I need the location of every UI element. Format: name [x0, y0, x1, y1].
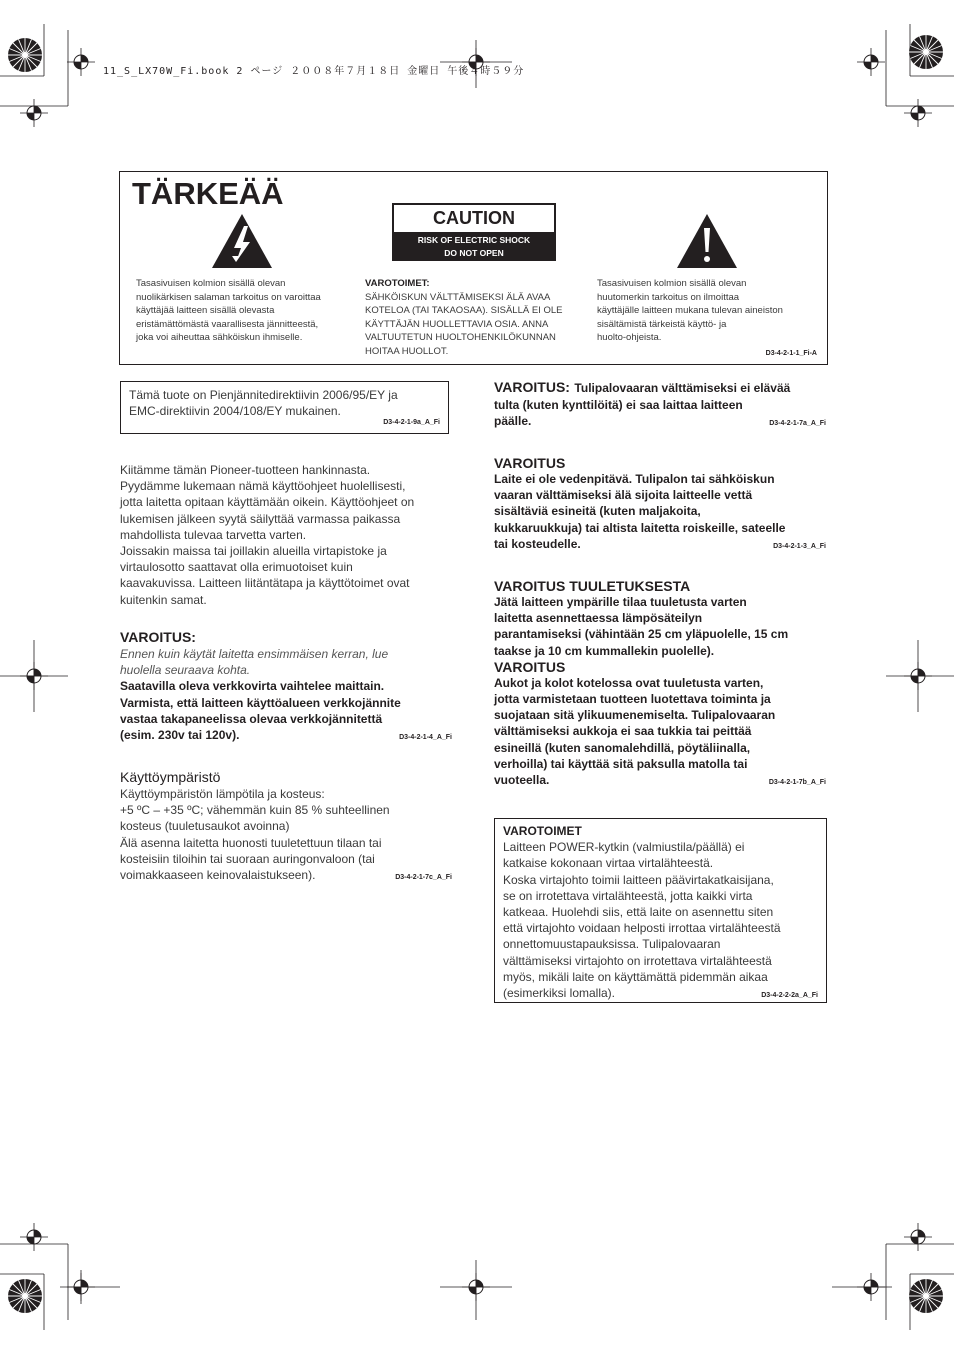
text-line: onnettomuustapauksissa. Tulipalovaaran: [503, 937, 721, 952]
text-line: vastaa takapaneelissa olevaa verkkojännitettä: [120, 711, 383, 726]
text-line: HOITAA HUOLLOT.: [365, 345, 449, 357]
caution-subtext-line: RISK OF ELECTRIC SHOCK: [417, 235, 531, 245]
text-line: Varmista, että laitteen käyttöalueen verkkojännite: [120, 695, 401, 710]
text-line: huolto-ohjeista.: [597, 332, 662, 344]
caution-word: CAUTION: [433, 208, 515, 228]
document-code: D3-4-2-1-7b_A_Fi: [768, 779, 826, 787]
section-heading: VAROITUS TUULETUKSESTA: [494, 578, 691, 594]
document-code: D3-4-2-1-7c_A_Fi: [395, 874, 452, 882]
text-line: mahdollista tulevaa tarvetta varten.: [120, 527, 307, 542]
voltage-warning-section: [120, 629, 452, 743]
lightning-explanation: [136, 277, 366, 345]
text-line: laitetta asennettaessa lämpösäteilyn: [494, 611, 703, 626]
text-line: +5 ºC – +35 ºC; vähemmän kuin 85 % suhteellinen: [120, 803, 390, 818]
text-line: kukkaruukkuja) tai altista laitetta roiskeille, sateelle: [494, 520, 786, 535]
text-line: katkeaa. Huolehdi siis, että laite on asennettu siten: [503, 905, 774, 920]
text-line: jotta varmistetaan tuotteen luotettava toiminta ja: [494, 692, 771, 707]
text-line: virtaulosotto saattavat olla erimuotoiset kuin: [120, 560, 353, 575]
text-line: (esimerkiksi lomalla).: [503, 986, 616, 1001]
caution-subtext-line: DO NOT OPEN: [444, 248, 504, 258]
directive-box: [120, 381, 449, 434]
text-line: päälle.: [494, 414, 532, 429]
text-line: (esim. 230v tai 120v).: [120, 728, 240, 743]
text-line: Ennen kuin käytät laitetta ensimmäisen kerran, lue: [120, 647, 389, 661]
text-line: KÄYTTÄJÄN HUOLLETTAVIA OSIA. ANNA: [365, 318, 549, 330]
text-line: joka voi aiheuttaa sähköiskun ihmiselle.: [136, 332, 303, 344]
section-heading: VAROITUS: [494, 455, 566, 471]
text-line: että virtajohto voidaan helposti irrottaa virtalähteestä: [503, 921, 781, 936]
text-line: huolella seuraava kohta.: [120, 663, 251, 678]
text-line: Laite ei ole vedenpitävä. Tulipalon tai sähköiskun: [494, 472, 775, 486]
page-title: TÄRKEÄÄ: [132, 176, 284, 211]
text-line: välttämiseksi virtajohto on irrotettava virtalähteestä: [503, 953, 772, 968]
text-line: vaaran välttämiseksi älä sijoita laitteelle vettä: [494, 488, 753, 503]
text-line: SÄHKÖISKUN VÄLTTÄMISEKSI ÄLÄ AVAA: [365, 291, 551, 303]
text-line: kosteisiin tiloihin tai suoraan auringonvaloon (tai: [120, 851, 375, 866]
important-notice-box: [119, 171, 828, 365]
text-line: käyttäjää laitteen sisällä olevasta: [136, 305, 275, 317]
text-line: EMC-direktiivin 2004/108/EY mukainen.: [129, 404, 341, 419]
text-line: Tulipalovaaran välttämiseksi ei elävää: [574, 381, 791, 395]
document-code: D3-4-2-1-7a_A_Fi: [769, 420, 826, 428]
section-heading: VAROITUS:: [494, 379, 570, 395]
caution-subtext: [394, 232, 554, 261]
caution-explanation-heading: VAROTOIMET:: [365, 278, 430, 289]
text-line: esineillä (kuten sanomalehdillä, pöytäliinalla,: [494, 740, 751, 755]
text-line: Pyydämme lukemaan nämä käyttöohjeet huolellisesti,: [120, 479, 406, 494]
text-line: Tämä tuote on Pienjännitedirektiivin 2006/95/EY ja: [129, 388, 398, 402]
text-line: Aukot ja kolot kotelossa ovat tuuletusta varten,: [494, 675, 764, 690]
fire-warning-section: [494, 379, 826, 429]
text-line: sisältämistä tärkeistä käyttö- ja: [597, 318, 727, 330]
text-line: Kiitämme tämän Pioneer-tuotteen hankinnasta.: [120, 463, 371, 477]
text-line: jotta laitetta opitaan käyttämään oikein. Käyttöohjeet on: [120, 495, 415, 510]
document-code: D3-4-2-2-2a_A_Fi: [761, 992, 818, 1000]
text-line: lukemisen jälkeen syytä säilyttää varmassa paikassa: [120, 511, 401, 526]
environment-section: [120, 769, 452, 883]
text-line: KOTELOA (TAI TAKAOSAA). SISÄLLÄ EI OLE: [365, 305, 563, 317]
ventilation-warning-section: [494, 578, 826, 788]
text-line: katkaise kokonaan virtaa virtalähteestä.: [503, 856, 714, 871]
caution-label: [392, 203, 556, 261]
section-heading: VAROITUS: [494, 658, 566, 675]
text-line: eristämättömästä vaarallisesta jännitteestä,: [136, 318, 319, 330]
text-line: taakse ja 10 cm kummallekin puolelle).: [494, 643, 715, 658]
text-line: Joissakin maissa tai joillakin alueilla virtapistoke ja: [120, 544, 387, 559]
text-line: VALTUUTETUN HUOLTOHENKILÖKUNNAN: [365, 332, 556, 344]
text-line: sisältäviä esineitä (kuten maljakoita,: [494, 504, 701, 519]
text-line: Tasasivuisen kolmion sisällä olevan: [136, 278, 286, 289]
text-line: myös, mikäli laite on käyttämättä pidemmän aikaa: [503, 969, 768, 984]
text-line: tulta (kuten kynttilöitä) ei saa laittaa laitteen: [494, 398, 743, 412]
document-code: D3-4-2-1-9a_A_Fi: [383, 419, 440, 426]
text-line: Tasasivuisen kolmion sisällä olevan: [597, 278, 747, 289]
text-line: kosteus (tuuletusaukot avoinna): [120, 819, 290, 834]
text-line: suojataan sitä ylikuumenemiselta. Tulipalovaaran: [494, 708, 776, 723]
document-code: D3-4-2-1-3_A_Fi: [773, 542, 826, 550]
text-line: Laitteen POWER-kytkin (valmiustila/päällä) ei: [503, 840, 745, 855]
text-line: voimakkaaseen keinovalaistukseen).: [120, 868, 316, 883]
document-code: D3-4-2-1-4_A_Fi: [399, 734, 452, 742]
water-warning-section: [494, 455, 826, 552]
text-line: Koska virtajohto toimii laitteen päävirtakatkaisijana,: [503, 872, 774, 887]
text-line: tai kosteudelle.: [494, 536, 581, 551]
text-line: huutomerkin tarkoitus on ilmoittaa: [597, 291, 740, 303]
section-heading: Käyttöympäristö: [120, 769, 221, 785]
caution-explanation: [365, 277, 595, 359]
text-line: vuoteella.: [494, 773, 550, 788]
intro-section: [120, 462, 452, 608]
text-line: kuitenkin samat.: [120, 592, 207, 607]
text-line: Saatavilla oleva verkkovirta vaihtelee maittain.: [120, 679, 385, 694]
text-line: se on irrotettava virtalähteestä, jotta kaikki virta: [503, 888, 753, 903]
text-line: Älä asenna laitetta huonosti tuuletettuun tilaan tai: [120, 835, 382, 850]
text-line: parantamiseksi (vähintään 25 cm yläpuolelle, 15 cm: [494, 627, 789, 642]
text-line: välttämiseksi aukkoja ei saa tukkia tai peittää: [494, 724, 752, 739]
document-code: D3-4-2-1-1_Fi-A: [765, 350, 817, 357]
exclamation-warning-icon: [675, 212, 739, 270]
section-heading: VAROITUS:: [120, 629, 196, 645]
exclamation-explanation: [597, 277, 827, 345]
text-line: Käyttöympäristön lämpötila ja kosteus:: [120, 787, 325, 801]
text-line: nuolikärkisen salaman tarkoitus on varoittaa: [136, 291, 321, 303]
text-line: käyttäjälle laitteen mukana tulevan aineiston: [597, 305, 783, 317]
text-line: Jätä laitteen ympärille tilaa tuuletusta varten: [494, 595, 747, 609]
lightning-warning-icon: [210, 212, 274, 270]
text-line: kaavakuvissa. Laitteen liitäntätapa ja käyttötoimet ovat: [120, 576, 410, 591]
precautions-box: [494, 818, 827, 1003]
section-heading: VAROTOIMET: [503, 824, 582, 838]
text-line: verhoilla) tai käyttää sitä paksulla matolla tai: [494, 756, 748, 771]
print-header: 11_S_LX70W_Fi.book 2 ページ ２００８年７月１８日 金曜日 午後４時５９分: [103, 66, 525, 77]
